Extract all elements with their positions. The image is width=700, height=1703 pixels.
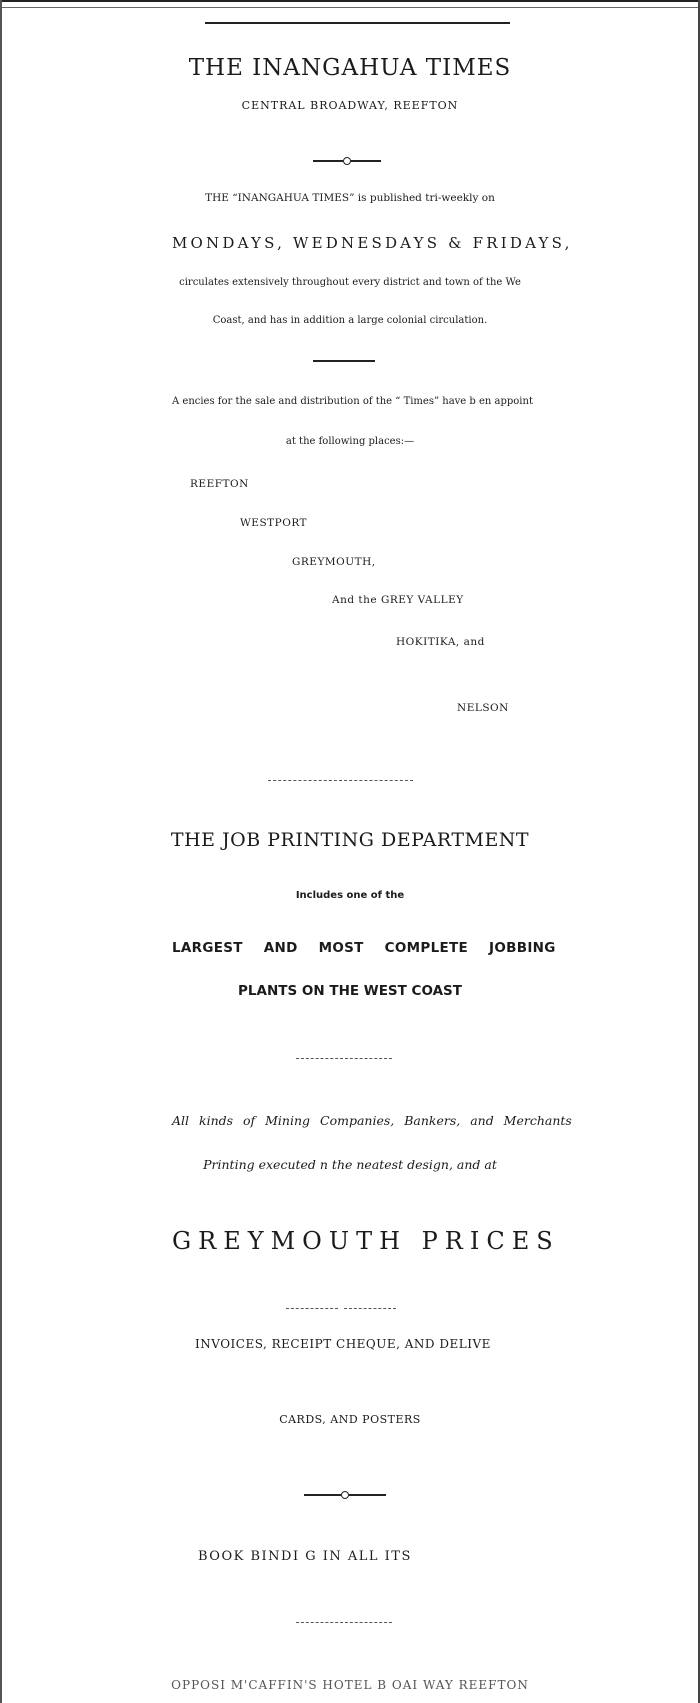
section-rule-1 <box>313 360 375 362</box>
ornament-rule-2 <box>304 1490 386 1500</box>
masthead-title: THE INANGAHUA TIMES <box>188 55 512 81</box>
greymouth-prices: GREYMOUTH PRICES <box>172 1227 560 1255</box>
job-printing-title: THE JOB PRINTING DEPARTMENT <box>170 829 530 851</box>
section-rule-4b <box>344 1308 396 1309</box>
place-reefton: REEFTON <box>190 478 249 490</box>
place-greymouth: GREYMOUTH, <box>292 556 376 568</box>
left-border-rule <box>0 0 2 1703</box>
invoices-line: INVOICES, RECEIPT CHEQUE, AND DELIVE <box>195 1337 491 1351</box>
footer-address: OPPOSI M'CAFFIN'S HOTEL B OAI WAY REEFTON <box>171 1678 529 1692</box>
mining-line: All kinds of Mining Companies, Bankers, and Merchants <box>172 1113 572 1128</box>
cards-line: CARDS, AND POSTERS <box>279 1413 421 1426</box>
agencies-line: A encies for the sale and distribution of the “ Times” have b en appoint <box>172 396 533 407</box>
header-rule <box>205 22 510 24</box>
place-hokitika: HOKITIKA, and <box>396 636 485 648</box>
section-rule-4a <box>286 1308 338 1309</box>
place-grey-valley: And the GREY VALLEY <box>332 594 464 606</box>
top-border-rule <box>0 0 700 8</box>
places-intro: at the following places:— <box>285 436 415 447</box>
book-binding-line: BOOK BINDI G IN ALL ITS <box>198 1549 412 1564</box>
printing-executed-line: Printing executed n the neatest design, and at <box>203 1157 497 1172</box>
masthead-address: CENTRAL BROADWAY, REEFTON <box>241 99 459 112</box>
circulation-line-2: Coast, and has in addition a large colonial circulation. <box>212 315 488 326</box>
circulation-line-1: circulates extensively throughout every district and town of the We <box>179 277 521 288</box>
place-westport: WESTPORT <box>240 517 308 529</box>
includes-line: Includes one of the <box>295 890 405 901</box>
section-rule-2 <box>268 780 413 781</box>
intro-line: THE “INANGAHUA TIMES” is published tri-weekly on <box>205 192 495 204</box>
plants-line: PLANTS ON THE WEST COAST <box>238 983 462 999</box>
place-nelson: NELSON <box>457 702 509 714</box>
publication-days: MONDAYS, WEDNESDAYS & FRIDAYS, <box>172 234 573 252</box>
section-rule-5 <box>296 1622 392 1623</box>
largest-line: LARGEST AND MOST COMPLETE JOBBING <box>172 940 556 956</box>
ornament-rule-1 <box>313 156 381 166</box>
section-rule-3 <box>296 1058 392 1059</box>
